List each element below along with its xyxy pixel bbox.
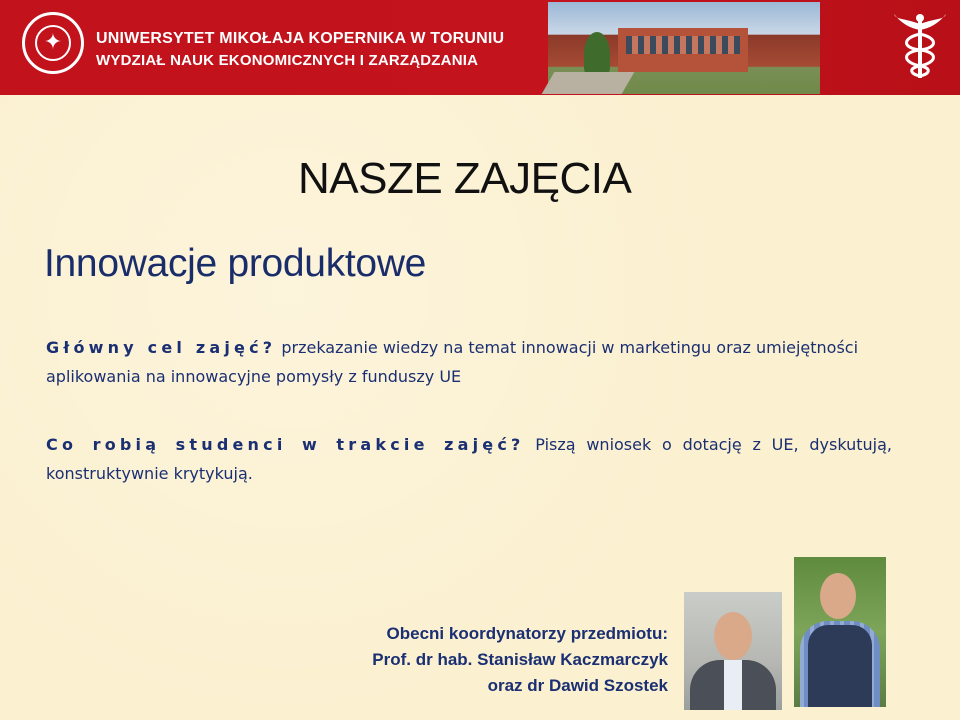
university-banner: [0, 0, 960, 95]
university-name: UNIWERSYTET MIKOŁAJA KOPERNIKA W TORUNIU: [96, 30, 505, 47]
building-shape: [618, 28, 748, 72]
page-title: NASZE ZAJĘCIA: [298, 154, 632, 203]
seal-emblem-icon: ✦: [43, 30, 63, 55]
coordinator-1: Prof. dr hab. Stanisław Kaczmarczyk: [372, 650, 668, 669]
coordinators-heading: Obecni koordynatorzy przedmiotu:: [386, 624, 668, 643]
activity-text: Piszą wniosek o dotację z UE, dyskutują, konstruktywnie krytykują.: [46, 435, 892, 483]
goal-label: Główny cel zajęć?: [46, 338, 277, 357]
vest-shape: [808, 625, 872, 707]
face-shape: [820, 573, 856, 619]
goal-paragraph: [46, 333, 892, 391]
coordinator-2: oraz dr Dawid Szostek: [487, 676, 668, 695]
caduceus-icon: [894, 10, 946, 82]
activity-label: Co robią studenci w trakcie zajęć?: [46, 435, 525, 454]
shirt-shape: [724, 660, 742, 710]
university-seal-icon: [22, 12, 84, 74]
face-shape: [714, 612, 752, 660]
course-subtitle: Innowacje produktowe: [44, 242, 427, 285]
tree-shape: [584, 32, 610, 76]
path-shape: [542, 72, 635, 94]
coordinators-block: [372, 621, 668, 699]
activity-paragraph: [46, 430, 892, 488]
coordinator-photo-1: [684, 592, 782, 710]
coordinator-photo-2: [794, 557, 886, 707]
faculty-name: WYDZIAŁ NAUK EKONOMICZNYCH I ZARZĄDZANIA: [96, 52, 479, 69]
campus-photo: [548, 2, 820, 94]
goal-text: przekazanie wiedzy na temat innowacji w marketingu oraz umiejętności aplikowania na innowacyjne pomysły z funduszy UE: [46, 338, 859, 386]
